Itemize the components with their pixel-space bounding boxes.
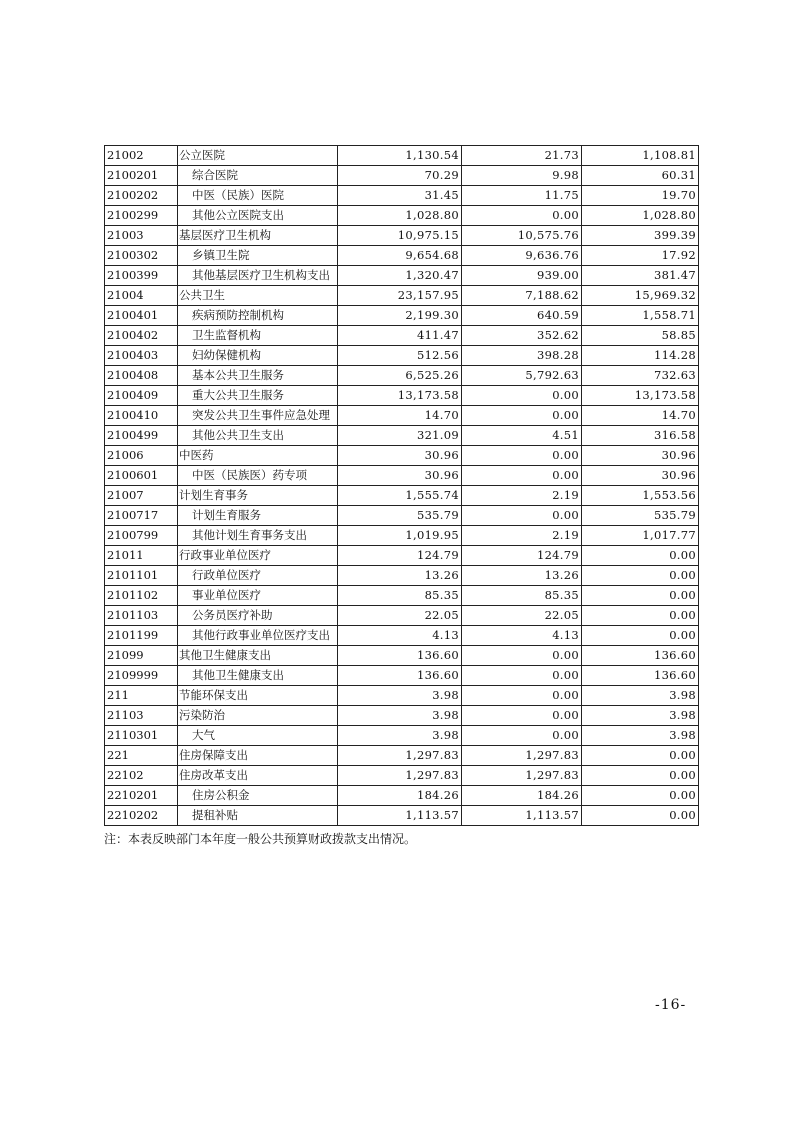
row-total-cell: 3.98 [338, 726, 462, 746]
row-project-cell: 3.98 [582, 726, 699, 746]
row-basic-cell: 22.05 [462, 606, 582, 626]
row-total-cell: 3.98 [338, 686, 462, 706]
row-name-cell: 其他计划生育事务支出 [178, 526, 338, 546]
row-total-cell: 70.29 [338, 166, 462, 186]
row-code-cell: 21004 [105, 286, 178, 306]
row-basic-cell: 0.00 [462, 386, 582, 406]
row-basic-cell: 2.19 [462, 526, 582, 546]
row-project-cell: 58.85 [582, 326, 699, 346]
row-basic-cell: 9.98 [462, 166, 582, 186]
row-total-cell: 23,157.95 [338, 286, 462, 306]
table-row [105, 626, 699, 646]
row-basic-cell: 11.75 [462, 186, 582, 206]
table-row [105, 506, 699, 526]
row-basic-cell: 0.00 [462, 506, 582, 526]
row-project-cell: 0.00 [582, 606, 699, 626]
row-total-cell: 124.79 [338, 546, 462, 566]
row-basic-cell: 0.00 [462, 706, 582, 726]
row-project-cell: 60.31 [582, 166, 699, 186]
row-code-cell: 2100299 [105, 206, 178, 226]
row-project-cell: 0.00 [582, 746, 699, 766]
row-code-cell: 2110301 [105, 726, 178, 746]
row-total-cell: 13,173.58 [338, 386, 462, 406]
row-basic-cell: 124.79 [462, 546, 582, 566]
row-code-cell: 2100499 [105, 426, 178, 446]
row-code-cell: 2210202 [105, 806, 178, 826]
row-code-cell: 2100409 [105, 386, 178, 406]
row-total-cell: 1,320.47 [338, 266, 462, 286]
table-row [105, 646, 699, 666]
row-basic-cell: 9,636.76 [462, 246, 582, 266]
table-row [105, 526, 699, 546]
row-code-cell: 21103 [105, 706, 178, 726]
row-name-cell: 住房公积金 [178, 786, 338, 806]
table-row [105, 466, 699, 486]
table-row [105, 446, 699, 466]
table-row [105, 146, 699, 166]
row-total-cell: 136.60 [338, 646, 462, 666]
page-number: -16- [655, 997, 687, 1013]
row-name-cell: 疾病预防控制机构 [178, 306, 338, 326]
row-project-cell: 1,017.77 [582, 526, 699, 546]
row-name-cell: 其他卫生健康支出 [178, 666, 338, 686]
row-project-cell: 136.60 [582, 646, 699, 666]
row-name-cell: 基层医疗卫生机构 [178, 226, 338, 246]
row-project-cell: 19.70 [582, 186, 699, 206]
table-row [105, 306, 699, 326]
row-basic-cell: 398.28 [462, 346, 582, 366]
row-name-cell: 公立医院 [178, 146, 338, 166]
row-code-cell: 21099 [105, 646, 178, 666]
row-project-cell: 0.00 [582, 806, 699, 826]
row-basic-cell: 352.62 [462, 326, 582, 346]
row-basic-cell: 21.73 [462, 146, 582, 166]
row-total-cell: 1,297.83 [338, 766, 462, 786]
table-row [105, 346, 699, 366]
row-project-cell: 30.96 [582, 446, 699, 466]
row-name-cell: 其他卫生健康支出 [178, 646, 338, 666]
row-name-cell: 计划生育事务 [178, 486, 338, 506]
table-row [105, 326, 699, 346]
row-total-cell: 1,297.83 [338, 746, 462, 766]
row-name-cell: 公共卫生 [178, 286, 338, 306]
row-basic-cell: 0.00 [462, 446, 582, 466]
row-project-cell: 732.63 [582, 366, 699, 386]
row-code-cell: 2101199 [105, 626, 178, 646]
row-code-cell: 2101103 [105, 606, 178, 626]
row-project-cell: 399.39 [582, 226, 699, 246]
row-name-cell: 行政单位医疗 [178, 566, 338, 586]
row-total-cell: 1,028.80 [338, 206, 462, 226]
row-project-cell: 1,028.80 [582, 206, 699, 226]
row-code-cell: 2210201 [105, 786, 178, 806]
table-row [105, 286, 699, 306]
row-project-cell: 0.00 [582, 626, 699, 646]
row-project-cell: 0.00 [582, 586, 699, 606]
row-basic-cell: 13.26 [462, 566, 582, 586]
row-basic-cell: 640.59 [462, 306, 582, 326]
row-project-cell: 3.98 [582, 686, 699, 706]
row-name-cell: 中医（民族医）药专项 [178, 466, 338, 486]
row-code-cell: 2100799 [105, 526, 178, 546]
row-project-cell: 0.00 [582, 546, 699, 566]
row-total-cell: 321.09 [338, 426, 462, 446]
row-name-cell: 其他行政事业单位医疗支出 [178, 626, 338, 646]
row-name-cell: 卫生监督机构 [178, 326, 338, 346]
row-basic-cell: 0.00 [462, 406, 582, 426]
table-row [105, 426, 699, 446]
row-code-cell: 2100601 [105, 466, 178, 486]
row-total-cell: 31.45 [338, 186, 462, 206]
row-name-cell: 事业单位医疗 [178, 586, 338, 606]
row-basic-cell: 10,575.76 [462, 226, 582, 246]
row-code-cell: 2101101 [105, 566, 178, 586]
row-name-cell: 乡镇卫生院 [178, 246, 338, 266]
row-code-cell: 2100401 [105, 306, 178, 326]
row-total-cell: 3.98 [338, 706, 462, 726]
row-total-cell: 4.13 [338, 626, 462, 646]
row-project-cell: 1,558.71 [582, 306, 699, 326]
row-total-cell: 411.47 [338, 326, 462, 346]
row-basic-cell: 0.00 [462, 666, 582, 686]
table-row [105, 566, 699, 586]
row-code-cell: 2100410 [105, 406, 178, 426]
row-name-cell: 中医（民族）医院 [178, 186, 338, 206]
table-row [105, 486, 699, 506]
row-name-cell: 节能环保支出 [178, 686, 338, 706]
row-code-cell: 2100717 [105, 506, 178, 526]
row-project-cell: 1,108.81 [582, 146, 699, 166]
row-basic-cell: 1,297.83 [462, 766, 582, 786]
row-name-cell: 其他公立医院支出 [178, 206, 338, 226]
table-row [105, 546, 699, 566]
row-project-cell: 1,553.56 [582, 486, 699, 506]
row-name-cell: 基本公共卫生服务 [178, 366, 338, 386]
row-total-cell: 184.26 [338, 786, 462, 806]
row-basic-cell: 1,113.57 [462, 806, 582, 826]
row-total-cell: 1,113.57 [338, 806, 462, 826]
row-code-cell: 21003 [105, 226, 178, 246]
table-row [105, 766, 699, 786]
row-total-cell: 1,019.95 [338, 526, 462, 546]
row-name-cell: 大气 [178, 726, 338, 746]
row-total-cell: 512.56 [338, 346, 462, 366]
row-name-cell: 提租补贴 [178, 806, 338, 826]
row-basic-cell: 184.26 [462, 786, 582, 806]
row-basic-cell: 4.51 [462, 426, 582, 446]
row-name-cell: 其他公共卫生支出 [178, 426, 338, 446]
row-name-cell: 住房保障支出 [178, 746, 338, 766]
row-name-cell: 污染防治 [178, 706, 338, 726]
table-row [105, 386, 699, 406]
row-total-cell: 9,654.68 [338, 246, 462, 266]
row-total-cell: 2,199.30 [338, 306, 462, 326]
row-project-cell: 0.00 [582, 566, 699, 586]
table-row [105, 746, 699, 766]
row-total-cell: 136.60 [338, 666, 462, 686]
row-code-cell: 21007 [105, 486, 178, 506]
row-name-cell: 重大公共卫生服务 [178, 386, 338, 406]
row-total-cell: 1,130.54 [338, 146, 462, 166]
row-basic-cell: 0.00 [462, 686, 582, 706]
budget-expenditure-table [104, 145, 699, 826]
table-row [105, 206, 699, 226]
row-total-cell: 10,975.15 [338, 226, 462, 246]
row-basic-cell: 85.35 [462, 586, 582, 606]
row-total-cell: 535.79 [338, 506, 462, 526]
row-code-cell: 2100403 [105, 346, 178, 366]
row-project-cell: 17.92 [582, 246, 699, 266]
row-project-cell: 316.58 [582, 426, 699, 446]
row-name-cell: 其他基层医疗卫生机构支出 [178, 266, 338, 286]
table-row [105, 246, 699, 266]
row-basic-cell: 4.13 [462, 626, 582, 646]
table-row [105, 186, 699, 206]
row-name-cell: 计划生育服务 [178, 506, 338, 526]
row-project-cell: 136.60 [582, 666, 699, 686]
row-code-cell: 2100399 [105, 266, 178, 286]
row-name-cell: 公务员医疗补助 [178, 606, 338, 626]
row-name-cell: 突发公共卫生事件应急处理 [178, 406, 338, 426]
table-row [105, 266, 699, 286]
row-total-cell: 85.35 [338, 586, 462, 606]
table-row [105, 706, 699, 726]
row-project-cell: 535.79 [582, 506, 699, 526]
row-code-cell: 2100201 [105, 166, 178, 186]
table-row [105, 366, 699, 386]
row-project-cell: 381.47 [582, 266, 699, 286]
row-project-cell: 14.70 [582, 406, 699, 426]
row-total-cell: 1,555.74 [338, 486, 462, 506]
row-project-cell: 114.28 [582, 346, 699, 366]
row-code-cell: 22102 [105, 766, 178, 786]
row-name-cell: 行政事业单位医疗 [178, 546, 338, 566]
table-body [105, 146, 699, 826]
row-code-cell: 211 [105, 686, 178, 706]
row-code-cell: 2109999 [105, 666, 178, 686]
row-project-cell: 13,173.58 [582, 386, 699, 406]
table-row [105, 726, 699, 746]
row-code-cell: 2100408 [105, 366, 178, 386]
row-basic-cell: 1,297.83 [462, 746, 582, 766]
row-project-cell: 3.98 [582, 706, 699, 726]
row-basic-cell: 0.00 [462, 466, 582, 486]
row-project-cell: 0.00 [582, 786, 699, 806]
row-basic-cell: 2.19 [462, 486, 582, 506]
row-code-cell: 2100202 [105, 186, 178, 206]
row-basic-cell: 7,188.62 [462, 286, 582, 306]
table-row [105, 606, 699, 626]
row-project-cell: 15,969.32 [582, 286, 699, 306]
row-code-cell: 2100402 [105, 326, 178, 346]
row-total-cell: 14.70 [338, 406, 462, 426]
table-row [105, 406, 699, 426]
row-code-cell: 2100302 [105, 246, 178, 266]
table-row [105, 666, 699, 686]
row-project-cell: 0.00 [582, 766, 699, 786]
row-basic-cell: 939.00 [462, 266, 582, 286]
row-name-cell: 住房改革支出 [178, 766, 338, 786]
row-code-cell: 221 [105, 746, 178, 766]
row-name-cell: 中医药 [178, 446, 338, 466]
row-basic-cell: 0.00 [462, 726, 582, 746]
row-name-cell: 妇幼保健机构 [178, 346, 338, 366]
row-total-cell: 13.26 [338, 566, 462, 586]
row-basic-cell: 0.00 [462, 206, 582, 226]
row-total-cell: 30.96 [338, 466, 462, 486]
row-total-cell: 30.96 [338, 446, 462, 466]
row-code-cell: 21006 [105, 446, 178, 466]
table-note: 注：本表反映部门本年度一般公共预算财政拨款支出情况。 [104, 832, 417, 846]
row-total-cell: 6,525.26 [338, 366, 462, 386]
row-project-cell: 30.96 [582, 466, 699, 486]
table-row [105, 166, 699, 186]
row-name-cell: 综合医院 [178, 166, 338, 186]
row-code-cell: 2101102 [105, 586, 178, 606]
row-code-cell: 21011 [105, 546, 178, 566]
row-basic-cell: 5,792.63 [462, 366, 582, 386]
table-row [105, 586, 699, 606]
row-basic-cell: 0.00 [462, 646, 582, 666]
row-code-cell: 21002 [105, 146, 178, 166]
table-row [105, 806, 699, 826]
row-total-cell: 22.05 [338, 606, 462, 626]
table-row [105, 226, 699, 246]
table-row [105, 786, 699, 806]
table-row [105, 686, 699, 706]
